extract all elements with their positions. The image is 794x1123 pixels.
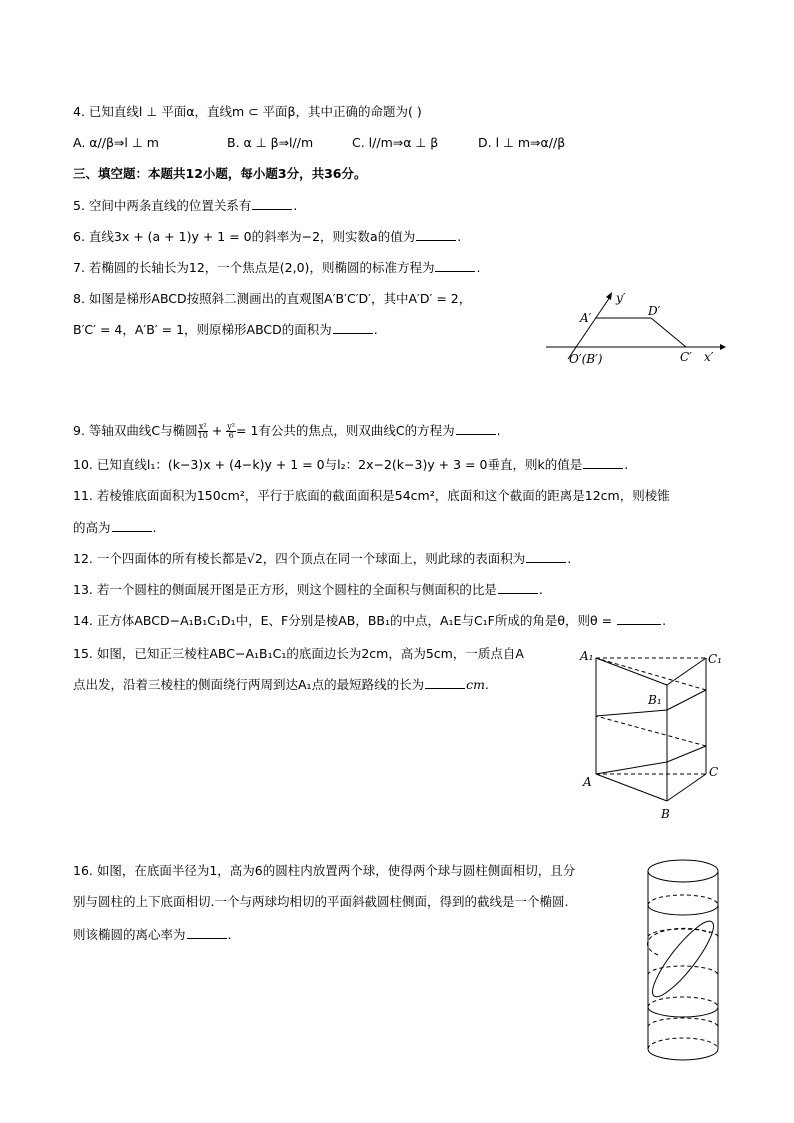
- label-o-prime-b-prime: O′(B′): [569, 352, 603, 366]
- section-3-header: 三、填空题：本题共12小题，每小题3分，共36分。: [73, 166, 367, 181]
- question-15-line2: 点出发，沿着三棱柱的侧面绕行两周到达A₁点的最短路线的长为 cm.: [73, 677, 489, 692]
- question-6: 6. 直线3x + (a + 1)y + 1 = 0的斜率为−2，则实数a的值为 .: [73, 229, 462, 244]
- question-11-line2: 的高为 .: [73, 520, 157, 535]
- question-8-line2: B′C′ = 4，A′B′ = 1，则原梯形ABCD的面积为 .: [73, 322, 378, 337]
- trapezoid-figure: [540, 285, 730, 370]
- fraction-x2-10: $\frac{\text{x²}}{10}$: [197, 422, 208, 440]
- label-x-prime: x′: [704, 350, 714, 364]
- question-16-line3: 则该椭圆的离心率为 .: [73, 927, 232, 942]
- question-13: 13. 若一个圆柱的侧面展开图是正方形，则这个圆柱的全面积与侧面积的比是 .: [73, 582, 543, 597]
- label-y-prime: y′: [616, 291, 626, 305]
- option-c: C. l//m⇒α ⊥ β: [352, 135, 439, 150]
- question-10: 10. 已知直线l₁：(k−3)x + (4−k)y + 1 = 0与l₂：2x−2(k−3)y + 3 = 0垂直，则k的值是 .: [73, 457, 629, 472]
- question-12: 12. 一个四面体的所有棱长都是√2，四个顶点在同一个球面上，则此球的表面积为 .: [73, 551, 572, 566]
- label-d-prime: D′: [648, 304, 661, 318]
- edge-dc: [651, 318, 686, 347]
- label-c1: C₁: [708, 652, 722, 666]
- option-a: A. α//β⇒l ⊥ m: [73, 135, 159, 150]
- question-14: 14. 正方体ABCD−A₁B₁C₁D₁中，E、F分别是棱AB，BB₁的中点，A₁E与C₁F所成的角是θ，则θ = .: [73, 613, 667, 628]
- fraction-y2-6: $\frac{\text{y²}}{6}$: [227, 422, 236, 440]
- question-16-line2: 别与圆柱的上下底面相切.一个与两球均相切的平面斜截圆柱侧面，得到的截线是一个椭圆.: [73, 894, 569, 909]
- question-7: 7. 若椭圆的长轴长为12，一个焦点是(2,0)，则椭圆的标准方程为 .: [73, 260, 481, 275]
- label-a1: A₁: [580, 649, 594, 663]
- label-b1: B₁: [648, 693, 662, 707]
- label-c-prime: C′: [680, 350, 692, 364]
- label-c: C: [709, 765, 719, 779]
- option-b: B. α ⊥ β⇒l//m: [227, 135, 314, 150]
- option-d: D. l ⊥ m⇒α//β: [478, 135, 566, 150]
- question-16-line1: 16. 如图，在底面半径为1，高为6的圆柱内放置两个球，使得两个球与圆柱侧面相切，且分: [73, 863, 576, 878]
- question-8-line1: 8. 如图是梯形ABCD按照斜二测画出的直观图A′B′C′D′，其中A′D′ = 2，: [73, 291, 472, 306]
- cylinder-figure: [640, 855, 730, 1070]
- question-9: 9. 等轴双曲线C与椭圆 $\frac{\text{x²}}{10}$ + $\frac{\text{y²}}{6}$ = 1有公共的焦点，则双曲线C的方程为 .: [73, 422, 501, 440]
- question-15-line1: 15. 如图，已知正三棱柱ABC−A₁B₁C₁的底面边长为2cm，高为5cm，一质点自A: [73, 646, 524, 661]
- label-a: A: [583, 775, 592, 789]
- prism-figure: [578, 644, 728, 824]
- label-a-prime: A′: [580, 311, 592, 325]
- y-axis: [568, 297, 610, 359]
- x-axis-arrow: [720, 344, 726, 350]
- label-b: B: [661, 807, 670, 821]
- question-4-stem: 4. 已知直线l ⊥ 平面α，直线m ⊂ 平面β，其中正确的命题为( ): [73, 104, 422, 119]
- question-11-line1: 11. 若棱锥底面面积为150cm²，平行于底面的截面面积是54cm²，底面和这个截面的距离是12cm，则棱锥: [73, 488, 670, 503]
- question-5: 5. 空间中两条直线的位置关系有 .: [73, 198, 298, 213]
- y-axis-arrow: [606, 292, 612, 300]
